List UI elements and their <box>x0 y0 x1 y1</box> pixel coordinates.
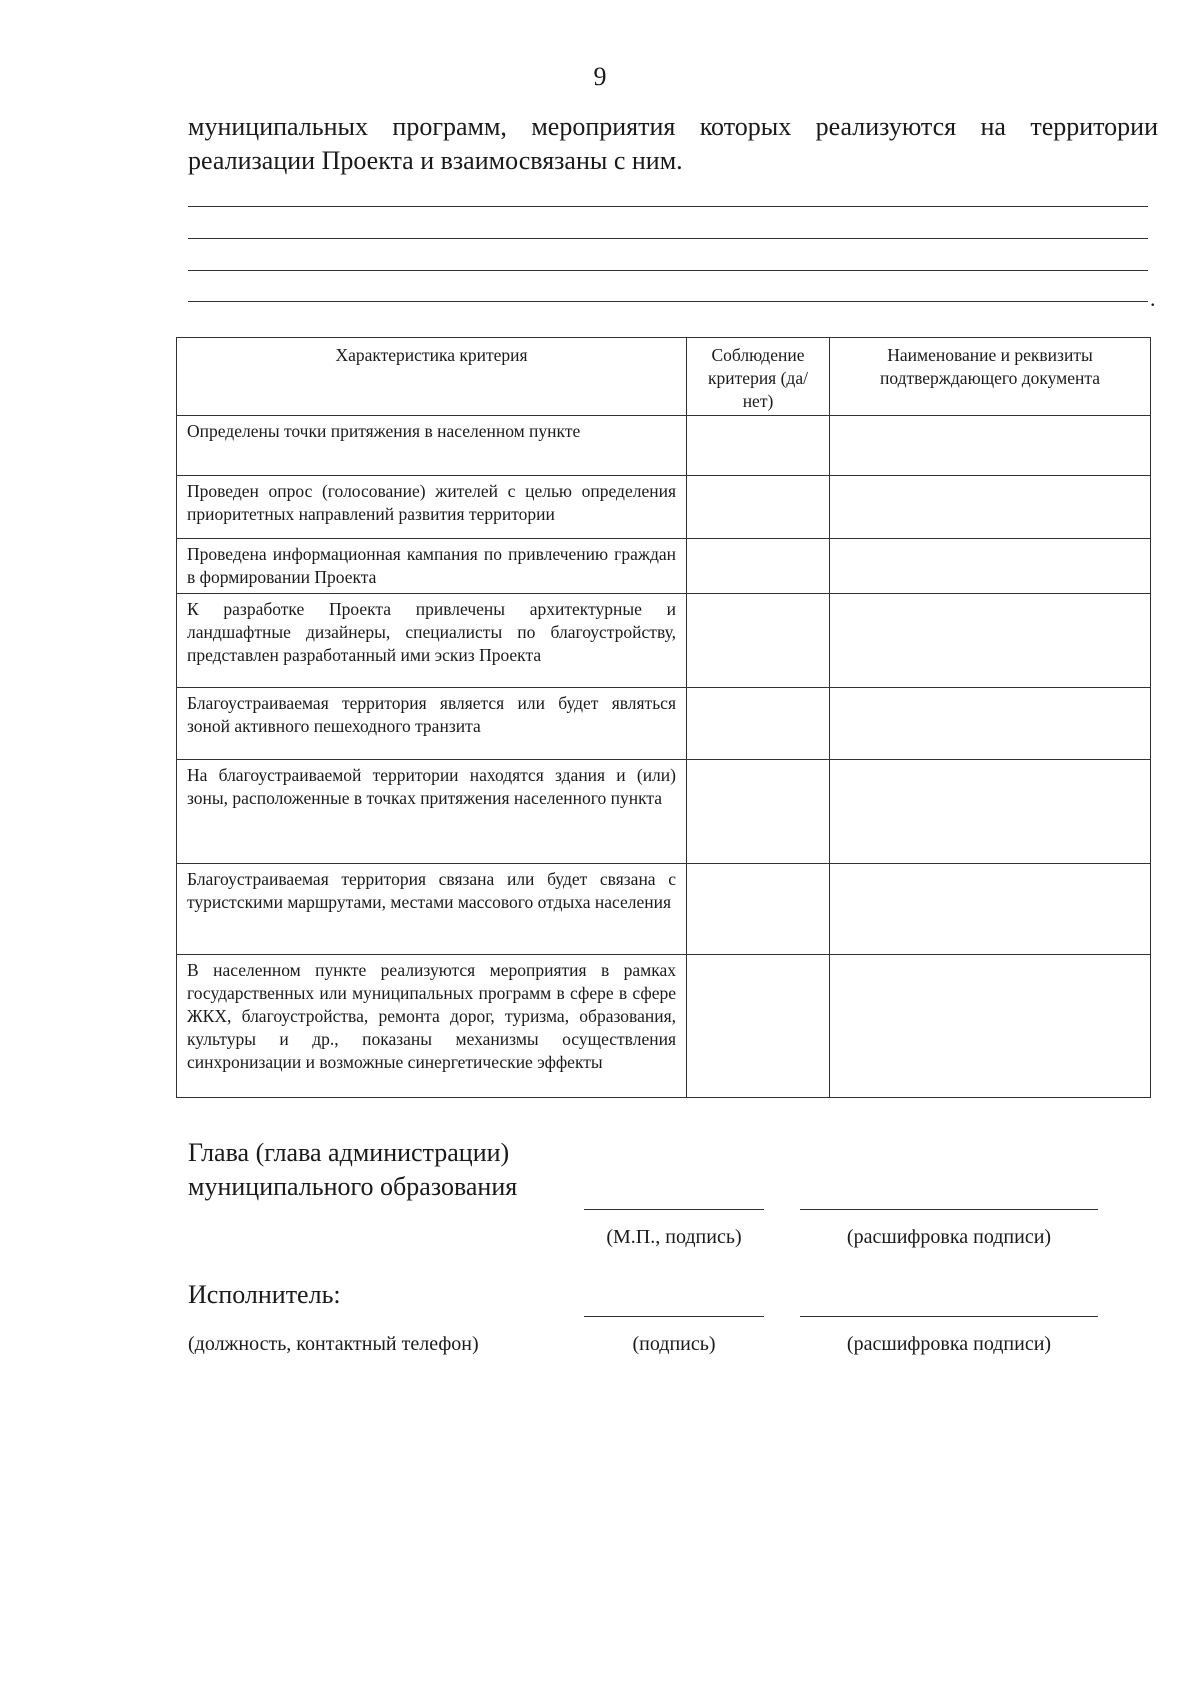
criterion-cell: Определены точки притяжения в населенном пункте <box>177 416 687 476</box>
compliance-cell[interactable] <box>687 760 830 864</box>
blank-fill-line <box>188 301 1148 302</box>
executor-sign-caption: (подпись) <box>632 1333 716 1355</box>
document-cell[interactable] <box>830 864 1151 955</box>
table-row <box>177 955 1151 1098</box>
criterion-cell: Благоустраиваемая территория связана или будет связана с туристскими маршрутами, местами массового отдыха населения <box>177 864 687 955</box>
blank-fill-line <box>188 238 1148 239</box>
table-row <box>177 760 1151 864</box>
header-compliance: Соблюдение критерия (да/нет) <box>687 338 830 416</box>
head-title-line1: Глава (глава администрации) <box>188 1138 510 1167</box>
table-row <box>177 594 1151 688</box>
compliance-cell[interactable] <box>687 864 830 955</box>
table-row <box>177 476 1151 539</box>
table-row <box>177 416 1151 476</box>
intro-paragraph: муниципальных программ, мероприятия которых реализуются на территории реализации Проекта и взаимосвязаны с ним. <box>188 112 1158 175</box>
document-cell[interactable] <box>830 688 1151 760</box>
document-cell[interactable] <box>830 955 1151 1098</box>
compliance-cell[interactable] <box>687 594 830 688</box>
executor-position-caption: (должность, контактный телефон) <box>188 1333 479 1355</box>
page-number: 9 <box>593 62 607 91</box>
head-signature-line[interactable] <box>584 1209 764 1210</box>
head-title <box>188 1136 517 1204</box>
criterion-cell: Благоустраиваемая территория является или будет являться зоной активного пешеходного транзита <box>177 688 687 760</box>
head-sign-caption: (М.П., подпись) <box>606 1226 742 1248</box>
blank-fill-line <box>188 206 1148 207</box>
executor-decode-caption: (расшифровка подписи) <box>846 1333 1052 1355</box>
table-row <box>177 864 1151 955</box>
compliance-cell[interactable] <box>687 416 830 476</box>
executor-signature-line[interactable] <box>584 1316 764 1317</box>
document-cell[interactable] <box>830 539 1151 594</box>
table-row <box>177 688 1151 760</box>
head-decode-line[interactable] <box>800 1209 1098 1210</box>
criterion-cell: Проведен опрос (голосование) жителей с целью определения приоритетных направлений развития территории <box>177 476 687 539</box>
blank-lines-end-dot: . <box>1150 286 1156 311</box>
criterion-cell: На благоустраиваемой территории находятся здания и (или) зоны, расположенные в точках притяжения населенного пункта <box>177 760 687 864</box>
table-header-row <box>177 338 1151 416</box>
compliance-cell[interactable] <box>687 476 830 539</box>
document-cell[interactable] <box>830 476 1151 539</box>
head-title-line2: муниципального образования <box>188 1172 518 1201</box>
compliance-cell[interactable] <box>687 688 830 760</box>
blank-fill-line <box>188 270 1148 271</box>
header-criterion: Характеристика критерия <box>177 338 687 416</box>
compliance-cell[interactable] <box>687 955 830 1098</box>
criteria-table <box>176 337 1151 1098</box>
table-row <box>177 539 1151 594</box>
executor-label: Исполнитель: <box>188 1280 341 1309</box>
executor-decode-line[interactable] <box>800 1316 1098 1317</box>
criterion-cell: В населенном пункте реализуются мероприятия в рамках государственных или муниципальных программ в сфере в сфере ЖКХ, благоустройства, ремонта дорог, туризма, образования, культуры и др., показаны механизмы осуществления синхронизации и возможные синергетические эффекты <box>177 955 687 1098</box>
criterion-cell: Проведена информационная кампания по привлечению граждан в формировании Проекта <box>177 539 687 594</box>
criterion-cell: К разработке Проекта привлечены архитектурные и ландшафтные дизайнеры, специалисты по благоустройству, представлен разработанный ими эскиз Проекта <box>177 594 687 688</box>
header-document: Наименование и реквизиты подтверждающего документа <box>830 338 1151 416</box>
document-cell[interactable] <box>830 760 1151 864</box>
document-cell[interactable] <box>830 594 1151 688</box>
compliance-cell[interactable] <box>687 539 830 594</box>
head-decode-caption: (расшифровка подписи) <box>846 1226 1052 1248</box>
document-cell[interactable] <box>830 416 1151 476</box>
